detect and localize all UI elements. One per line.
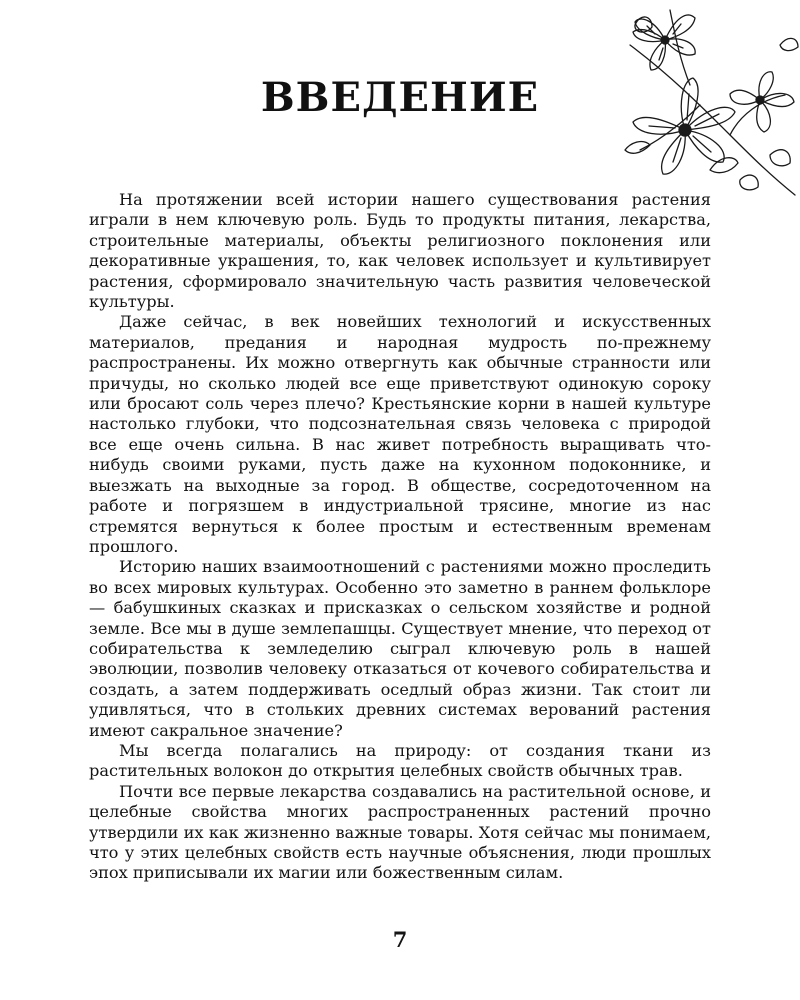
paragraph: На протяжении всей истории нашего существования растения играли в нем ключевую роль. Будь то продукты питания, лекарства, строительные материалы, объекты религиозного поклонения или декоративные украшения, то, как человек использует и культивирует растения, сформировало значительную часть развития человеческой культуры. bbox=[89, 190, 711, 312]
paragraph: Даже сейчас, в век новейших технологий и искусственных материалов, предания и народная мудрость по-прежнему распространены. Их можно отвергнуть как обычные странности или причуды, но сколько людей все еще приветствуют одинокую сороку или бросают соль через плечо? Крестьянские корни в нашей культуре настолько глубоки, что подсознательная связь человека с природой все еще очень сильна. В нас живет потребность выращивать что-нибудь своими руками, пусть даже на кухонном подоконнике, и выезжать на выходные за город. В обществе, сосредоточенном на работе и погрязшем в индустриальной трясине, многие из нас стремятся вернуться к более простым и естественным временам прошлого. bbox=[89, 312, 711, 556]
body-text bbox=[89, 190, 711, 884]
paragraph: Мы всегда полагались на природу: от создания ткани из растительных волокон до открытия целебных свойств обычных трав. bbox=[89, 740, 711, 781]
paragraph: Почти все первые лекарства создавались на растительной основе, и целебные свойства многих распространенных растений прочно утвердили их как жизненно важные товары. Хотя сейчас мы понимаем, что у этих целебных свойств есть научные объяснения, люди прошлых эпох приписывали их магии или божественным силам. bbox=[89, 781, 711, 883]
paragraph: Историю наших взаимоотношений с растениями можно проследить во всех мировых культурах. Особенно это заметно в раннем фольклоре — бабушкиных сказках и присказках о сельском хозяйстве и родной земле. Все мы в душе землепашцы. Существует мнение, что переход от собирательства к земледелию сыграл ключевую роль в нашей эволюции, позволив человеку отказаться от кочевого собирательства и создать, а затем поддерживать оседлый образ жизни. Так стоит ли удивляться, что в стольких древних системах верований растения имеют сакральное значение? bbox=[89, 557, 711, 740]
page-title: ВВЕДЕНИЕ bbox=[260, 74, 540, 121]
page-number: 7 bbox=[392, 927, 408, 952]
